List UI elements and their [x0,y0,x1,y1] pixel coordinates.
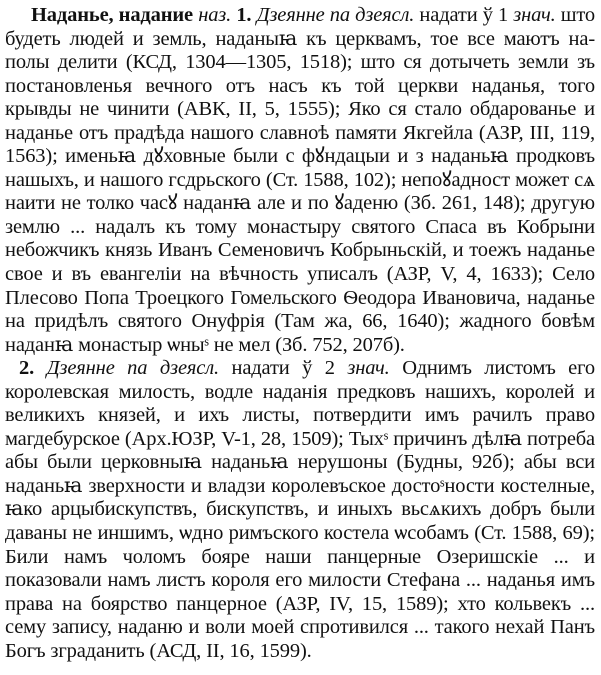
entry-sense-2 [5,357,595,663]
headword: Наданье, надание [31,4,194,26]
sense-2-gloss: Дзеянне па дзеясл. [46,357,219,380]
sense-1-ref-mark: ў 1 [482,4,509,26]
sense-2-ref-word: надати [231,357,290,380]
sense-1-line: (АЗР, III, 119, 1563); именьꙗ дꙋховные были с фꙋндацыи и з [5,121,595,168]
sense-2-line: (АЗР, IV, 15, 1589); хто кольвекъ ... сему запису, наданю и воли [5,592,595,639]
sense-1-line: ѡныˢ не мел (Зб. 752, 207б). [167,333,405,356]
sense-1-line: и наданье отъ прадѣда нашого славноѣ памяти Якгейла [5,98,595,144]
sense-2-line: абы вси наданьꙗ зверхности и владзи королевъское достоˢности [5,451,596,497]
sense-2-line: потреба абы были церковныꙗ наданьꙗ нерушоны (Будны, 92б); [5,427,596,474]
sense-2-line: II, 16, 1599). [206,639,312,662]
sense-2-first-line-tail: Однимъ листомъ его [402,357,595,380]
sense-1-line: 102); непоꙋадност может сѧ наити не толко часꙋ наданꙗ але и [5,168,595,215]
sense-1-gloss: Дзеянне па дзеясл. [256,4,415,26]
sense-2-line: добръ были даваны не иншимъ, ѡдно римъского костела [5,498,595,545]
sense-1-line: наданьꙗ продковъ нашыхъ, и нашого гсдрьского (Ст. 1588, [5,145,595,191]
sense-1-line: на-полы делити (КСД, 1304—1305, 1518); што ся дотычеть земли [5,27,595,74]
sense-2-line: ѡсобамъ (Ст. 1588, 69); Били намъ чоломъ бояре наши панцерные [5,522,595,568]
sense-1-line: зъ постановленья вечного отъ насъ къ той церкви наданья, [5,51,595,97]
sense-2-line: костелные, ꙗко арцыбискупствъ, бискупствъ, и иныхъ вьсѧкихъ [5,474,595,521]
sense-2-line: и великихъ князей, и ихъ листы, потвердити имъ рачилъ право [5,380,595,427]
sense-1-line: што будеть людей и земль, наданыꙗ къ церквамъ, тое все маютъ [5,4,596,50]
grammar-label: наз. [198,4,232,26]
sense-2-ref-mark: ў 2 [302,357,335,380]
sense-1-ref-word: надати [419,4,478,26]
sense-2-line: моей спротивился ... такого нехай Панъ Богъ зграданить (АСД, [5,616,595,662]
sense-2-line: Стефана ... наданья имъ права на боярство панцерное [5,569,595,615]
sense-2-ref-abbrev: знач. [347,357,390,380]
sense-1-line: вѣчность уписалъ (АЗР, V, 4, 1633); Село Плесово Попа Троецкого [5,263,595,309]
sense-1-line: святого Спаса въ Кобрыни небожчикъ князь Иванъ Семеновичъ [5,215,595,262]
sense-1-line: святого Онуфрія (Там жа, 66, 1640); жадного бовѣм наданꙗ монастыр [5,310,595,356]
sense-1-line: Кобрыньскій, и тоежъ наданье свое и въ евангеліи на [5,239,596,286]
sense-2-line: магдебурское (Арх.ЮЗР, V-1, 28, 1509); Тыхˢ причинъ дѣлꙗ [5,427,522,450]
sense-1-line: Гомельского Ѳеодора Ивановича, наданье на придѣлъ [5,286,596,333]
sense-1-line: по ꙋаденю (Зб. 261, 148); другую землю ... надалъ къ тому монастыру [5,192,595,238]
sense-2-line: королевская милость, водле наданія предковъ нашихъ, королей [5,380,575,403]
sense-1-line: того крывды не чинити (АВК, II, 5, 1555); Яко ся стало обдарованье [5,74,595,121]
sense-1-ref-abbrev: знач. [513,4,556,26]
entry-sense-1 [5,4,595,357]
sense-1-number: 1. [236,4,252,26]
sense-2-line: Озеришскіе ... и показовали намъ листъ короля его милости [5,545,595,592]
sense-2-number: 2. [19,357,35,380]
